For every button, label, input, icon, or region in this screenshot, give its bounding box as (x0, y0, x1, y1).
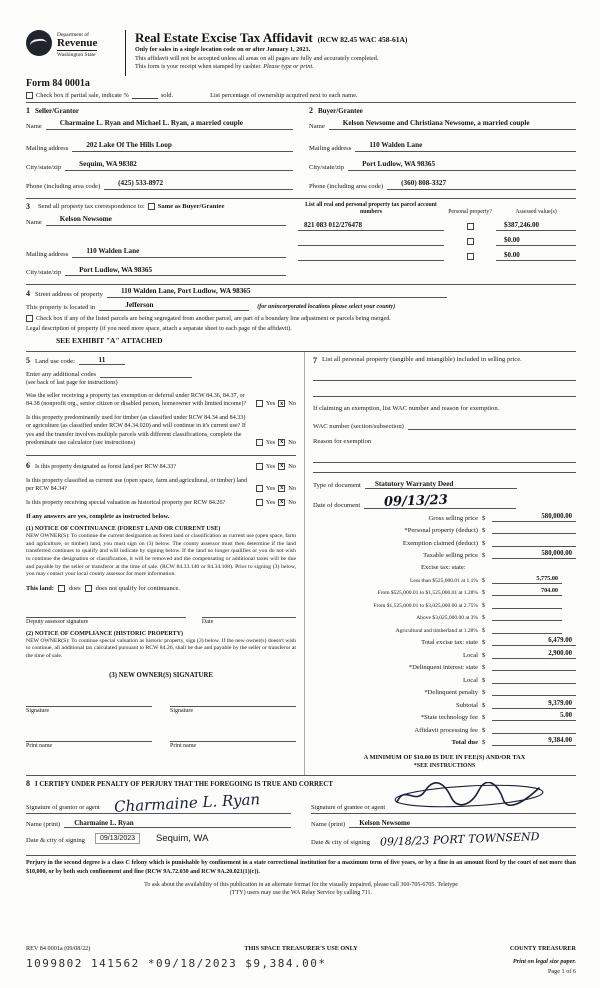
alternate-format-note (26, 881, 576, 898)
land-use-code-value[interactable]: 11 (79, 356, 125, 365)
section-5-number: 5 (26, 356, 30, 366)
bracket-2-value[interactable]: 704.00 (492, 587, 562, 596)
new-owner-signature-field-1[interactable] (26, 697, 152, 707)
bracket-agricultural-label: Agricultural and timberland at 1.28% (395, 627, 478, 634)
rev-form-number: REV 84 0001a (09/08/22) (26, 945, 91, 953)
bracket-3-label: From $1,525,000.01 to $3,025,000.00 at 2.75% (373, 602, 478, 609)
seller-mailing-value[interactable]: 202 Lake Of The Hills Loop (72, 142, 293, 152)
street-address-label: Street address of property (35, 291, 103, 299)
buyer-name-label: Name (309, 122, 325, 130)
reason-exemption-label: Reason for exemption (313, 438, 372, 446)
gross-price-value[interactable]: 580,000.00 (492, 513, 576, 522)
assessed-value-header: Assessed value(s) (515, 208, 557, 215)
alternate-format-line-1: To ask about the availability of this publication in an alternate format for the visually impaired, please call 360-705-6705. Teletype (144, 881, 458, 888)
correspondence-block (26, 202, 298, 277)
dollar-sign: $ (482, 602, 485, 609)
forest-land-answer (256, 463, 296, 471)
parcel-number-3[interactable] (298, 251, 444, 261)
parcel-numbers-header: List all real and personal property tax parcel account numbers (305, 201, 437, 215)
wac-number-field[interactable] (408, 421, 576, 430)
section-1-title: Seller/Grantor (35, 107, 79, 115)
new-owner-printname-row (26, 732, 296, 749)
notice-compliance-title: (2) NOTICE OF COMPLIANCE (HISTORIC PROPERTY) (26, 630, 184, 637)
type-of-document-value[interactable]: Statutory Warranty Deed (365, 480, 517, 489)
partial-percent-field[interactable] (132, 92, 158, 99)
timber-no-checkbox[interactable]: x (280, 437, 284, 445)
no-label: No (288, 463, 296, 471)
personal-deduct-value[interactable] (492, 525, 576, 534)
deputy-date-label: Date (201, 618, 214, 625)
section-5-land-use (26, 356, 296, 446)
dollar-sign: $ (482, 726, 486, 734)
taxable-price-label: Taxable selling price (423, 552, 478, 560)
technology-fee-value[interactable]: 5.00 (492, 712, 576, 721)
see-instructions-note: *SEE INSTRUCTIONS (413, 763, 476, 770)
new-owner-signature-field-2[interactable] (170, 697, 296, 707)
section-7-selling-price (313, 356, 576, 769)
this-land-label: This land: (26, 584, 54, 592)
notice-continuance-body: NEW OWNER(S): To continue the current designation as forest land or classification as current use (open space, farm and agriculture, or timber) land, you must sign on (3) below. The county assessor must then determine if the land transferred continues to qualify and will indicate by signing below. If the land no longer qualifies or you do not wish to continue the designation or classification, it will be removed and the compensating or additional taxes will be due and payable by the seller or transferor at the time of sale. (RCW 84.33.140 or 84.34.108). Prior to signing (3) below, you may contact your local county assessor for more information. (26, 533, 296, 578)
gross-price-label: Gross selling price (428, 514, 478, 522)
parcel-table (298, 202, 576, 277)
section-3-number: 3 (26, 201, 30, 211)
does-label: does (68, 584, 81, 592)
ownership-percentage-note: List percentage of ownership acquired next to each name. (210, 92, 358, 99)
located-note: (for unincorporated locations please select your county) (257, 304, 396, 311)
land-use-label: Land use code: (35, 358, 75, 366)
form-title-rcw: (RCW 82.45 WAC 458-61A) (317, 35, 408, 44)
date-of-document-handwritten: 09/13/23 (384, 492, 449, 511)
seller-name-label: Name (26, 122, 42, 130)
total-excise-state-label: Total excise tax: state (421, 639, 478, 647)
delinquent-interest-value[interactable] (492, 662, 576, 671)
tax-exemption-answer (256, 400, 296, 408)
delinquent-local-label: Local (462, 676, 478, 684)
section-1-seller (26, 106, 293, 190)
correspondence-name-label: Name (26, 218, 42, 226)
seller-city-label: City/state/zip (26, 163, 62, 171)
parcel-row-1 (298, 221, 576, 231)
minimum-fee-note: A MINIMUM OF $10.00 IS DUE IN FEE(S) AND/OR TAX (363, 754, 526, 762)
section-8-certification (26, 775, 576, 850)
current-use-no-checkbox[interactable]: x (280, 484, 284, 492)
grantor-city-value[interactable]: Sequim, WA (156, 833, 209, 845)
total-due-label: Total due (451, 739, 478, 747)
exemption-claim-label: If claiming an exemption, list WAC number and reason for exemption. (313, 405, 500, 413)
timber-agriculture-answer (256, 439, 296, 447)
delinquent-penalty-value[interactable] (492, 687, 576, 696)
located-in-label: This property is located in (26, 304, 96, 312)
seller-mailing-label: Mailing address (26, 144, 69, 152)
dollar-sign: $ (482, 527, 486, 535)
grantor-name-print-value[interactable]: Charmaine L. Ryan (64, 819, 291, 828)
historic-property-answer (256, 499, 296, 507)
dollar-sign: $ (482, 627, 485, 634)
deputy-assessor-row (26, 608, 296, 625)
current-use-answer (256, 485, 296, 493)
dollar-sign: $ (482, 651, 486, 659)
page-indicator: Page 1 of 6 (547, 967, 576, 975)
grantee-signature[interactable] (389, 782, 549, 815)
seller-phone-label: Phone (including area code) (26, 182, 101, 190)
land-qualify-row (26, 585, 296, 592)
grantee-name-print-label: Name (print) (311, 821, 346, 829)
dollar-sign: $ (482, 552, 486, 560)
personal-property-checkbox-1[interactable] (467, 223, 474, 230)
assessed-value-2[interactable]: $0.00 (496, 236, 576, 246)
forest-yes-checkbox[interactable] (256, 463, 263, 470)
dollar-sign: $ (482, 577, 485, 584)
treasurer-receipt-stamp: 1099802 141562 *09/18/2023 $9,384.00* (26, 957, 327, 971)
processing-fee-label: Affidavit processing fee (414, 726, 478, 734)
partial-sale-label: Check box if partial sale, indicate % (36, 92, 129, 99)
partial-sold-label: sold. (160, 92, 174, 99)
additional-codes-label: Enter any additional codes (26, 371, 97, 379)
located-county-value[interactable]: Jefferson (99, 301, 249, 311)
legal-description-value[interactable]: SEE EXHIBIT "A" ATTACHED (56, 336, 163, 346)
deputy-assessor-label: Deputy assessor signature (26, 618, 89, 625)
partial-sale-row (26, 92, 576, 102)
dollar-sign: $ (482, 739, 486, 747)
title-block (135, 30, 576, 72)
delinquent-local-value[interactable] (492, 675, 576, 684)
section-6-classification (26, 455, 296, 750)
grantor-signature-block (26, 788, 291, 846)
right-column (304, 352, 576, 775)
does-not-label: does not qualify for continuance. (95, 584, 180, 592)
seller-city-value[interactable]: Sequim, WA 98382 (65, 161, 293, 171)
delinquent-penalty-label: *Delinquent penalty (424, 689, 478, 697)
parcel-table-header (298, 202, 576, 216)
yes-label: Yes (265, 400, 276, 408)
forest-no-checkbox[interactable]: x (280, 462, 284, 470)
wac-number-label: WAC number (section/subsection) (313, 423, 404, 431)
if-yes-instruction: If any answers are yes, complete as instructed below. (26, 513, 170, 521)
bracket-1-label: Less than $525,000.01 at 1.1% (410, 577, 478, 584)
yes-label: Yes (265, 438, 276, 446)
section-2-buyer (309, 106, 576, 190)
notice-continuance-title: (1) NOTICE OF CONTINUANCE (FOREST LAND OR CURRENT USE) (26, 526, 221, 533)
correspondence-mailing-value[interactable]: 110 Walden Lane (72, 248, 286, 258)
yes-label: Yes (265, 485, 276, 493)
new-owner-signature-title: (3) NEW OWNER(S) SIGNATURE (109, 672, 213, 680)
excise-tax-state-header: Excise tax: state: (421, 564, 466, 572)
sections-5-6-7 (26, 351, 576, 775)
dollar-sign: $ (482, 539, 486, 547)
subtotal-value[interactable]: 9,379.00 (492, 700, 576, 709)
header-note-1: Only for sales in a single location code on or after January 1, 2023. (135, 46, 311, 53)
same-as-buyer-label: Same as Buyer/Grantee (157, 202, 225, 210)
seller-name-value[interactable]: Charmaine L. Ryan and Michael L. Ryan, a married couple (46, 120, 293, 130)
logo-dept-line: Department of (57, 32, 89, 38)
additional-codes-field[interactable] (100, 370, 192, 378)
reason-exemption-field[interactable] (313, 449, 576, 463)
signature-label-2: Signature (170, 708, 193, 715)
deputy-date-field[interactable] (202, 608, 296, 618)
local-tax-value[interactable]: 2,900.00 (492, 650, 576, 659)
alternate-format-line-2: (TTY) users may use the WA Relay Service by calling 711. (229, 890, 373, 897)
tax-exemption-no-checkbox[interactable]: x (280, 399, 284, 407)
dollar-sign: $ (482, 615, 485, 622)
local-tax-label: Local (462, 651, 478, 659)
type-of-document-label: Type of document (313, 482, 361, 490)
new-owner-signature-row (26, 697, 296, 714)
dollar-sign: $ (482, 689, 486, 697)
legal-description-label: Legal description of property (if you need more space, attach a separate sheet to each page of the affidavit). (26, 325, 292, 333)
section-4-number: 4 (26, 289, 30, 299)
buyer-phone-label: Phone (including area code) (309, 182, 384, 190)
assessed-value-3[interactable]: $0.00 (496, 251, 576, 261)
processing-fee-value[interactable] (492, 725, 576, 734)
grantor-signature-label: Signature of grantor or agent (26, 804, 100, 812)
yes-label: Yes (265, 499, 276, 507)
section-3-correspondence (26, 198, 576, 285)
signature-label-1: Signature (26, 708, 49, 715)
total-excise-state-value[interactable]: 6,479.00 (492, 637, 576, 646)
header-divider (125, 30, 126, 76)
dollar-sign: $ (482, 514, 486, 522)
grantor-name-print-label: Name (print) (26, 821, 61, 829)
personal-property-list-field-1[interactable] (313, 367, 576, 381)
correspondence-city-value[interactable]: Port Ludlow, WA 98365 (65, 267, 286, 277)
grantee-signature-label: Signature of grantee or agent (311, 804, 386, 812)
grantee-date-handwritten[interactable]: 09/18/23 PORT TOWNSEND (379, 830, 540, 849)
parcel-row-2 (298, 236, 576, 246)
taxable-price-value[interactable]: 580,000.00 (492, 550, 576, 559)
dollar-sign: $ (482, 639, 486, 647)
no-label: No (288, 438, 296, 446)
technology-fee-label: *State technology fee (420, 714, 478, 722)
buyer-name-value[interactable]: Kelson Newsome and Christiana Newsome, a married couple (329, 120, 576, 130)
page-footer (26, 945, 576, 976)
bracket-1-value[interactable]: 5,775.00 (492, 575, 562, 584)
parcel-number-1[interactable]: 821 083 012/276478 (298, 221, 444, 231)
additional-codes-note: (see back of last page for instructions) (26, 380, 118, 387)
correspondence-city-label: City/state/zip (26, 269, 62, 277)
current-use-yes-checkbox[interactable] (256, 485, 263, 492)
form-title: Real Estate Excise Tax Affidavit (135, 30, 313, 45)
header-note-3-italic: Please type or print. (263, 63, 314, 71)
bracket-4-value[interactable] (492, 612, 562, 621)
grantee-name-print-value[interactable]: Kelson Newsome (349, 819, 576, 828)
section-6-number: 6 (26, 460, 30, 470)
dor-seal-icon (26, 30, 52, 56)
does-qualify-checkbox[interactable] (58, 585, 65, 592)
segregated-checkbox[interactable] (26, 315, 33, 322)
buyer-city-label: City/state/zip (309, 163, 345, 171)
timber-yes-checkbox[interactable] (256, 439, 263, 446)
dor-logo (26, 30, 122, 58)
personal-property-list-field-2[interactable] (313, 383, 576, 397)
segregated-label: Check box if any of the listed parcels are being segregated from another parcel, are part of a boundary line adjustment or parcels being merged. (36, 315, 391, 323)
personal-property-header: Personal property? (448, 208, 492, 215)
exemption-deduct-value[interactable] (492, 538, 576, 547)
buyer-mailing-value[interactable]: 110 Walden Lane (355, 142, 576, 152)
historic-yes-checkbox[interactable] (256, 499, 263, 506)
section-4-property (26, 284, 576, 351)
header-note-2: This affidavit will not be accepted unless all areas on all pages are fully and accurately completed. (135, 54, 379, 62)
assessed-value-1[interactable]: $387,246.00 (496, 221, 576, 231)
section-8-number: 8 (26, 779, 30, 789)
date-of-document-field[interactable] (364, 492, 516, 511)
subtotal-label: Subtotal (456, 701, 478, 709)
street-address-value[interactable]: 110 Walden Lane, Port Ludlow, WA 98365 (107, 288, 447, 298)
deputy-assessor-signature-field[interactable] (26, 608, 186, 618)
historic-no-checkbox[interactable]: x (280, 498, 284, 506)
grantor-date-value[interactable]: 09/13/2023 (95, 833, 140, 844)
seller-buyer-sections (26, 102, 576, 198)
tax-exemption-question: Was the seller receiving a property tax exemption or deferral under RCW 84.36, 84.37, or 84.38 (nonprofit org., senior citizen or disabled person, homeowner with limited income)? (26, 393, 247, 408)
grantee-signature-block (311, 788, 576, 849)
print-name-label-2: Print name (170, 743, 197, 750)
county-treasurer-label: COUNTY TREASURER (509, 945, 576, 953)
buyer-mailing-label: Mailing address (309, 144, 352, 152)
section-1-number: 1 (26, 106, 30, 115)
header-note-3 (135, 63, 576, 72)
dollar-sign: $ (482, 664, 486, 672)
buyer-city-value[interactable]: Port Ludlow, WA 98365 (348, 161, 576, 171)
date-of-document-label: Date of document (313, 502, 361, 510)
grantor-signature[interactable]: Charmaine L. Ryan (113, 790, 261, 816)
tax-exemption-yes-checkbox[interactable] (256, 400, 263, 407)
form-number: Form 84 0001a (26, 78, 90, 89)
bracket-3-value[interactable] (492, 600, 562, 609)
bracket-4-label: Above $3,025,000.00 at 3% (416, 615, 478, 622)
no-label: No (288, 499, 296, 507)
personal-deduct-label: *Personal property (deduct) (404, 527, 478, 535)
parcel-number-2[interactable] (298, 236, 444, 246)
document-block (313, 472, 576, 509)
bracket-2-label: From $525,000.01 to $1,525,000.01 at 1.28% (377, 590, 478, 597)
new-owner-printname-field-2[interactable] (170, 732, 296, 742)
section-7-number: 7 (313, 356, 317, 366)
logo-revenue-line: Revenue (57, 37, 98, 49)
parcel-row-3 (298, 251, 576, 261)
personal-property-checkbox-2[interactable] (467, 238, 474, 245)
dor-logo-text (57, 30, 97, 58)
personal-property-list-label: List all personal property (tangible and intangible) included in selling price. (322, 356, 522, 364)
seller-phone-value[interactable]: (425) 533-8972 (104, 180, 293, 190)
header-note-3-text: This form is your receipt when stamped by cashier. (135, 63, 264, 71)
historic-property-question: Is this property receiving special valuation as historical property per RCW 84.26? (26, 500, 226, 507)
left-column (26, 352, 304, 775)
buyer-phone-value[interactable]: (360) 808-3327 (387, 180, 576, 190)
section-2-title: Buyer/Grantee (318, 107, 363, 115)
certify-statement: I CERTIFY UNDER PENALTY OF PERJURY THAT THE FOREGOING IS TRUE AND CORRECT (35, 781, 333, 789)
perjury-statement: Perjury in the second degree is a class C felony which is punishable by confinement in a state correctional institution for a maximum term of five years, or by a fine in an amount fixed by the court of not more than $10,000, or by both such confinement and fine (RCW 9A.72.030 and RCW 9A.20.021(1)(c)). (26, 855, 576, 876)
correspondence-mailing-label: Mailing address (26, 250, 69, 258)
no-label: No (288, 400, 296, 408)
bracket-agricultural-value[interactable] (492, 625, 562, 634)
yes-label: Yes (265, 463, 276, 471)
grantee-signature-scribble (389, 782, 549, 810)
send-correspondence-label: Send all property tax correspondence to: (38, 202, 145, 210)
grantor-date-city-label: Date & city of signing (26, 837, 85, 845)
exemption-deduct-label: Exemption claimed (deduct) (402, 539, 478, 547)
treasurer-space-label: THIS SPACE TREASURER'S USE ONLY (244, 945, 358, 953)
print-name-label-1: Print name (26, 743, 53, 750)
new-owner-printname-field-1[interactable] (26, 732, 152, 742)
timber-agriculture-question: Is this property predominantly used for timber (as classified under RCW 84.34 and 84.33) or agriculture (as classified under RCW 84.34.020) and will continue in it's current use? If yes and the transfer involves multiple parcels with different classifications, complete the predominate use calculator (see instructions) (26, 415, 246, 446)
delinquent-interest-label: *Delinquent interest: state (408, 664, 478, 672)
total-due-value[interactable]: 9,384.00 (492, 737, 576, 746)
same-as-buyer-checkbox[interactable] (148, 203, 155, 210)
does-not-qualify-checkbox[interactable] (85, 585, 92, 592)
correspondence-name-value[interactable]: Kelson Newsome (46, 216, 286, 226)
dollar-sign: $ (482, 590, 485, 597)
current-use-question: Is this property classified as current use (open space, farm and agricultural, or timber) land per RCW 84.34? (26, 478, 247, 493)
dollar-sign: $ (482, 676, 486, 684)
logo-state-line: Washington State (57, 52, 96, 58)
section-2-number: 2 (309, 106, 313, 115)
legal-size-note: Print on legal size paper. (512, 958, 576, 966)
grantee-date-city-label: Date & city of signing (311, 839, 370, 847)
notice-compliance-body: NEW OWNER(S): To continue special valuation as historic property, sign (3) below. If the new owner(s) doesn't wish to continue, all additional tax calculated pursuant to RCW 84.26, shall be due and payable by the seller or transferor at the time of sale. (26, 637, 296, 659)
form-header (26, 30, 576, 76)
partial-sale-checkbox[interactable] (26, 92, 33, 99)
no-label: No (288, 485, 296, 493)
dollar-sign: $ (482, 701, 486, 709)
personal-property-checkbox-3[interactable] (467, 253, 474, 260)
forest-land-question: 6 Is this property designated as forest land per RCW 84.33? (26, 460, 177, 470)
dollar-sign: $ (482, 714, 486, 722)
